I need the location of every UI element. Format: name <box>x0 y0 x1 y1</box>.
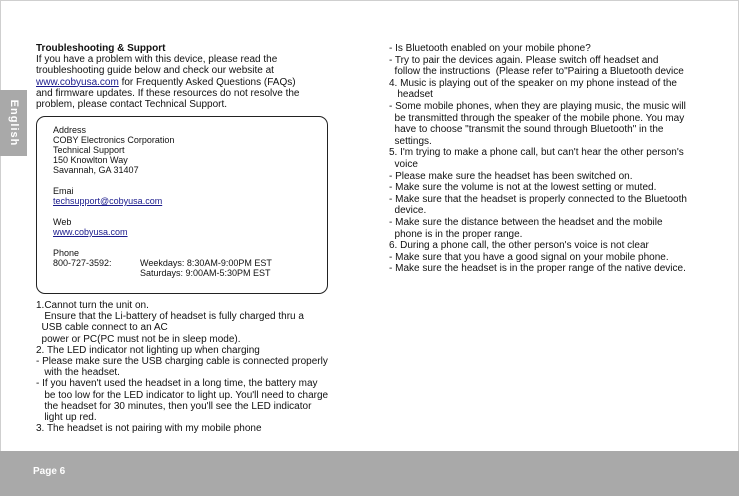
phone-block <box>53 248 327 278</box>
intro-line-5: problem, please contact Technical Support. <box>36 99 228 111</box>
text-line: - Try to pair the devices again. Please switch off headset and <box>389 54 659 66</box>
text-line: - Make sure the headset is in the proper range of the native device. <box>389 263 686 275</box>
street: 150 Knowlton Way <box>53 155 128 165</box>
footer-bar <box>0 451 739 496</box>
text-line: - Please make sure the USB charging cable is connected properly <box>36 356 328 368</box>
phone-label: Phone <box>53 248 80 258</box>
text-line: - If you haven't used the headset in a long time, the battery may <box>36 378 318 390</box>
language-tab <box>0 90 27 156</box>
website-link[interactable]: www.cobyusa.com <box>36 76 119 88</box>
text-line: 4. Music is playing out of the speaker on my phone instead of the <box>389 77 677 89</box>
web-block <box>53 217 327 237</box>
intro-text <box>36 54 336 110</box>
intro-line-4: and firmware updates. If these resources do not resolve the <box>36 87 300 99</box>
department: Technical Support <box>53 145 125 155</box>
text-line: Ensure that the Li-battery of headset is fully charged thru a <box>36 311 304 323</box>
text-line: - Make sure the volume is not at the lowest setting or muted. <box>389 182 657 194</box>
text-line: settings. <box>389 135 432 147</box>
text-line: 1.Cannot turn the unit on. <box>36 300 149 311</box>
text-line: voice <box>389 158 418 170</box>
text-line: 2. The LED indicator not lighting up when charging <box>36 344 260 356</box>
intro-section <box>36 43 336 110</box>
phone-number: 800-727-3592: <box>53 258 112 268</box>
text-line: - Make sure that the headset is properly connected to the Bluetooth <box>389 193 687 205</box>
text-line: USB cable connect to an AC <box>36 322 168 334</box>
phone-row-1 <box>53 258 327 268</box>
text-line: be too low for the LED indicator to light up. You'll need to charge <box>36 389 329 401</box>
text-line: headset <box>389 89 433 101</box>
page-number: Page 6 <box>33 466 66 477</box>
text-line: - Please make sure the headset has been switched on. <box>389 170 633 182</box>
company-name: COBY Electronics Corporation <box>53 135 175 145</box>
web-label: Web <box>53 217 72 227</box>
contact-box <box>36 116 328 294</box>
text-line: phone is in the proper range. <box>389 228 523 240</box>
language-tab-label: English <box>7 99 20 147</box>
left-troubleshooting-list <box>36 300 356 434</box>
hours-weekdays: Weekdays: 8:30AM-9:00PM EST <box>140 258 272 268</box>
city: Savannah, GA 31407 <box>53 165 139 175</box>
address-label: Address <box>53 125 87 135</box>
intro-line-1: If you have a problem with this device, please read the <box>36 54 278 66</box>
hours-saturdays: Saturdays: 9:00AM-5:30PM EST <box>140 268 271 278</box>
text-line: follow the instructions (Please refer to"Pairing a Bluetooth device <box>389 66 684 78</box>
text-line: - Make sure the distance between the headset and the mobile <box>389 216 663 228</box>
text-line: the headset for 30 minutes, then you'll see the LED indicator <box>36 400 312 412</box>
phone-spacer <box>53 268 140 278</box>
text-line: device. <box>389 205 427 217</box>
text-line: have to choose "transmit the sound through Bluetooth" in the <box>389 124 664 136</box>
text-line: 6. During a phone call, the other person's voice is not clear <box>389 240 649 252</box>
address-block <box>53 125 327 175</box>
intro-line-3-rest: for Frequently Asked Questions (FAQs) <box>118 76 296 88</box>
email-label: Emai <box>53 186 74 196</box>
section-heading: Troubleshooting & Support <box>36 43 166 54</box>
text-line: be transmitted through the speaker of the mobile phone. You may <box>389 112 685 124</box>
text-line: power or PC(PC must not be in sleep mode). <box>36 333 241 345</box>
right-troubleshooting-list <box>389 43 724 275</box>
text-line: - Is Bluetooth enabled on your mobile phone? <box>389 43 591 54</box>
text-line: - Some mobile phones, when they are playing music, the music will <box>389 100 686 112</box>
text-line: 5. I'm trying to make a phone call, but can't hear the other person's <box>389 147 684 159</box>
web-link[interactable]: www.cobyusa.com <box>53 227 128 237</box>
intro-line-3 <box>36 77 336 88</box>
phone-row-2 <box>53 268 327 278</box>
text-line: - Make sure that you have a good signal on your mobile phone. <box>389 251 669 263</box>
text-line: light up red. <box>36 412 97 424</box>
text-line: 3. The headset is not pairing with my mobile phone <box>36 423 262 435</box>
intro-line-2: troubleshooting guide below and check our website at <box>36 65 274 77</box>
text-line: with the headset. <box>36 367 120 379</box>
email-link[interactable]: techsupport@cobyusa.com <box>53 196 163 206</box>
email-block <box>53 186 327 206</box>
